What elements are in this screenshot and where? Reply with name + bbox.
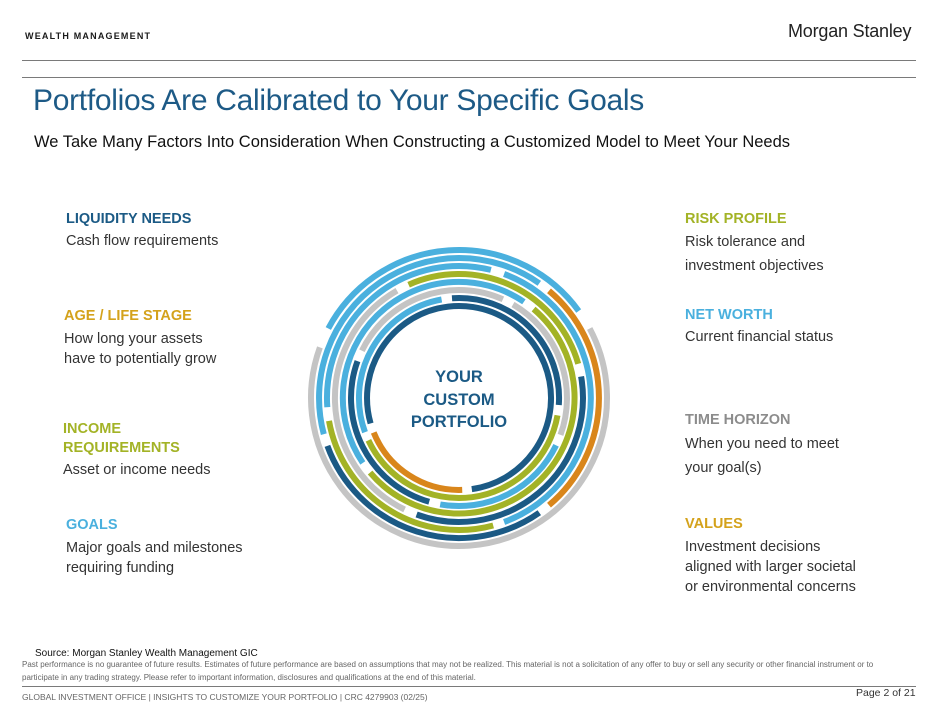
center-label-line: CUSTOM	[423, 390, 495, 409]
factor-heading: NET WORTH	[685, 307, 773, 323]
factor-description: How long your assets	[64, 331, 203, 347]
factor-description: Current financial status	[685, 329, 834, 345]
page-title: Portfolios Are Calibrated to Your Specific Goals	[33, 84, 644, 117]
factor-heading: AGE / LIFE STAGE	[64, 308, 192, 324]
factor-description: aligned with larger societal	[685, 559, 856, 575]
factor-description: Asset or income needs	[63, 462, 211, 478]
source-note: Source: Morgan Stanley Wealth Management GIC	[35, 648, 258, 659]
factor-description: requiring funding	[66, 560, 175, 576]
factor-description: Cash flow requirements	[66, 233, 219, 249]
factor-description: When you need to meet	[685, 436, 839, 452]
center-label-line: PORTFOLIO	[410, 413, 508, 431]
factor-description: investment objectives	[685, 258, 824, 274]
page-number: Page 2 of 21	[856, 687, 916, 699]
factor-heading: RISK PROFILE	[685, 211, 787, 227]
factor-description: Risk tolerance and	[685, 234, 806, 250]
factor-heading: INCOME	[63, 421, 121, 437]
factor-description: have to potentially grow	[64, 351, 217, 367]
factor-description: your goal(s)	[685, 460, 762, 476]
page-subtitle: We Take Many Factors Into Consideration When Constructing a Customized Model to Meet Your Needs	[34, 133, 791, 151]
disclaimer: Past performance is no guarantee of future results. Estimates of future performance are based on assumptions that may not be realized. This material is not a solicitation of any offer to buy or sell any security or other financial instrument or to participate in any trading strategy. Please refer to important information, disclosures and qualifications at the end of this material.	[22, 660, 874, 682]
factor-heading: VALUES	[685, 516, 743, 532]
morgan-stanley-logo: Morgan Stanley	[788, 21, 912, 41]
factor-description: Investment decisions	[685, 539, 821, 555]
factor-description: or environmental concerns	[685, 579, 856, 595]
factor-heading: GOALS	[66, 517, 118, 533]
center-label-line: YOUR	[435, 368, 483, 386]
division-label: WEALTH MANAGEMENT	[25, 31, 152, 41]
center-label	[390, 366, 528, 434]
factor-heading: TIME HORIZON	[685, 412, 791, 428]
factor-heading: LIQUIDITY NEEDS	[66, 211, 192, 227]
factor-heading: REQUIREMENTS	[63, 440, 180, 456]
factor-description: Major goals and milestones	[66, 540, 243, 556]
footer-divider	[22, 686, 916, 687]
footer-text: GLOBAL INVESTMENT OFFICE | INSIGHTS TO CUSTOMIZE YOUR PORTFOLIO | CRC 4279903 (02/25)	[22, 692, 428, 702]
